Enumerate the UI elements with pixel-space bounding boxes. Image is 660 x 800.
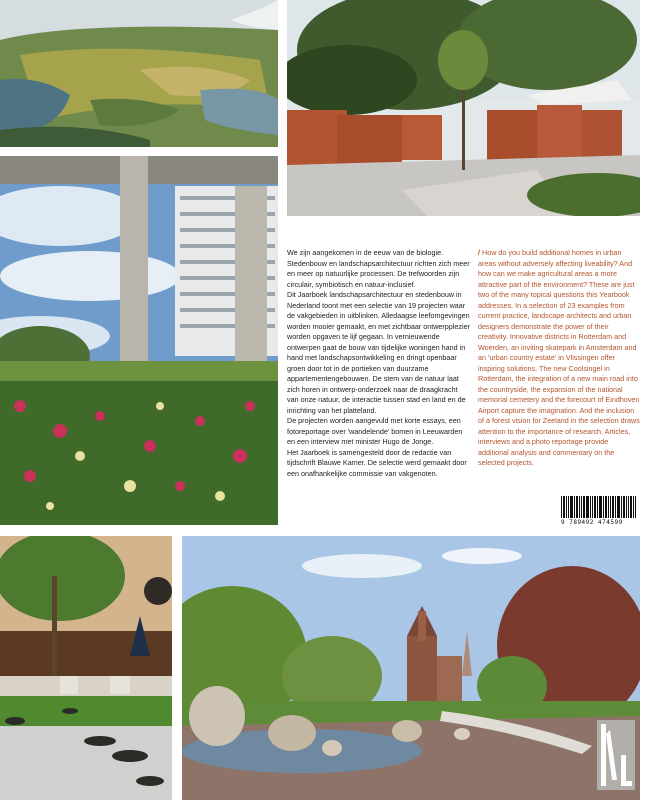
aerial-wetland-photo — [0, 0, 278, 147]
dutch-paragraph-4: Het Jaarboek is samengesteld door de redactie van tijdschrift Blauwe Kamer. De selectie werd gemaakt door een onafhankelijke commissie van vakgenoten. — [287, 447, 467, 478]
dutch-paragraph-3: De projecten worden aangevuld met korte essays, een fotoreportage over 'wandelende' bomen in Leeuwarden en een interview met minister Hugo de Jonge. — [287, 416, 463, 446]
english-body: How do you build additional homes in urban areas without adversely affecting liveability? And how can we make agricultural areas a more attractive part of the environment? These are just two of the many topical questions this Yearbook addresses. In a selection of 23 examples from current practice, landscape architects and urban designers demonstrate the power of their creativity. Innovative districts in Rotterdam and Woerden, an inviting skatepark in Amsterdam and an 'urban country estate' in Vlissingen offer inspiring solutions. The new Coolsingel in Rotterdam, the integration of a new main road into the countryside, the expansion of the national memorial cemetery and the forecourt of Eindhoven Airport capture the imagination. And the inclusion of a forest vision for Zeeland in the selection draws attention to the importance of research. Articles, interviews and a photo reportage provide additional analysis and commentary on the selected projects. — [478, 248, 640, 467]
brick-plaza-photo — [287, 0, 640, 216]
dutch-paragraph-1: We zijn aangekomen in de eeuw van de biologie. Stedenbouw en landschapsarchitectuur richten zich meer en meer op natuurlijke processen. De trefwoorden zijn circulair, symbiotisch en natuur-inclusief. — [287, 248, 470, 289]
slash-marker: / — [478, 248, 480, 257]
barcode-bars — [561, 496, 639, 518]
barcode-digits: 9 789492 474599 — [561, 519, 623, 526]
church-square-photo — [182, 536, 640, 800]
park-bench-photo — [0, 536, 172, 800]
dutch-description — [287, 248, 470, 479]
dutch-paragraph-2: Dit Jaarboek landschapsarchitectuur en stedenbouw in Nederland toont met een selectie van 19 projecten waar de vakgebieden in uitblinken. Alledaagse leefomgevingen worden mooier gemaakt, en met zichtbaar ontwerpplezier worden opgaven te lijf gegaan. In vernieuwende ontwerpen gaat de bouw van tijdelijke woningen hand in hand met landschapsontwikkeling en dringt openbaar groen door tot in de portieken van duurzame appartementengebouwen. De stem van de natuur laat zich horen in ontwerp-onderzoek naar de draagkracht van onze natuur, de interactie tussen stad en land en de inrichting van het platteland. — [287, 290, 470, 415]
publisher-logo — [597, 720, 635, 790]
apartment-garden-photo — [0, 156, 278, 525]
english-description — [478, 248, 640, 469]
isbn-barcode — [561, 496, 639, 530]
